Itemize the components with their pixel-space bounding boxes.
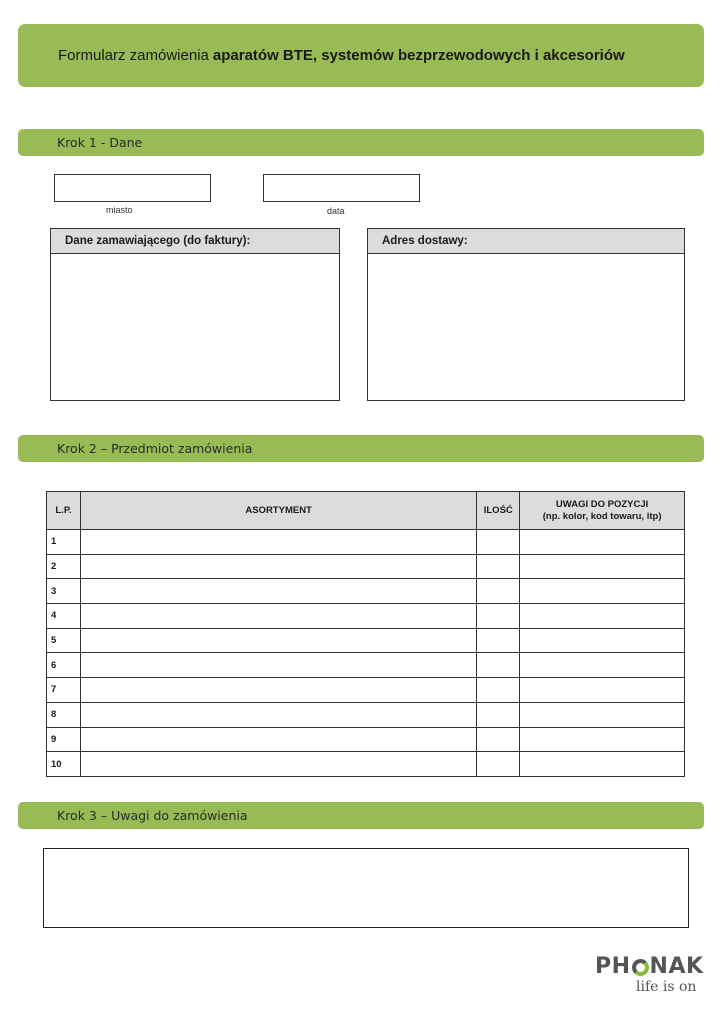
assortment-cell[interactable]	[80, 604, 476, 629]
table-header-row	[47, 492, 685, 530]
row-number: 4	[47, 604, 81, 629]
notes-cell[interactable]	[520, 678, 685, 703]
row-number: 9	[47, 727, 81, 752]
step2-header: Krok 2 – Przedmiot zamówienia	[18, 435, 704, 462]
assortment-cell[interactable]	[80, 727, 476, 752]
logo-text-right: NAK	[649, 954, 704, 979]
shipping-address-title: Adres dostawy:	[368, 229, 684, 254]
row-number: 10	[47, 752, 81, 777]
assortment-cell[interactable]	[80, 530, 476, 555]
table-row	[47, 752, 685, 777]
qty-cell[interactable]	[477, 653, 520, 678]
col-notes-line1: UWAGI DO POZYCJI	[555, 498, 649, 510]
notes-cell[interactable]	[520, 727, 685, 752]
logo-text-left: PH	[595, 954, 631, 979]
shipping-address-field[interactable]	[368, 254, 684, 401]
qty-cell[interactable]	[477, 702, 520, 727]
qty-cell[interactable]	[477, 530, 520, 555]
row-number: 2	[47, 554, 81, 579]
assortment-cell[interactable]	[80, 702, 476, 727]
notes-cell[interactable]	[520, 653, 685, 678]
logo-tagline: life is on	[636, 979, 697, 995]
notes-cell[interactable]	[520, 554, 685, 579]
form-title-normal: Formularz zamówienia	[58, 47, 209, 64]
order-notes-field[interactable]	[43, 848, 689, 928]
logo-wordmark	[595, 955, 705, 979]
table-row	[47, 628, 685, 653]
assortment-cell[interactable]	[80, 752, 476, 777]
table-row	[47, 727, 685, 752]
row-number: 1	[47, 530, 81, 555]
qty-cell[interactable]	[477, 727, 520, 752]
row-number: 6	[47, 653, 81, 678]
notes-cell[interactable]	[520, 752, 685, 777]
date-label: data	[327, 206, 345, 216]
table-row	[47, 653, 685, 678]
billing-address-field[interactable]	[51, 254, 339, 401]
city-label: miasto	[106, 205, 133, 215]
assortment-cell[interactable]	[80, 554, 476, 579]
table-row	[47, 554, 685, 579]
assortment-cell[interactable]	[80, 653, 476, 678]
row-number: 5	[47, 628, 81, 653]
qty-cell[interactable]	[477, 678, 520, 703]
qty-cell[interactable]	[477, 628, 520, 653]
table-row	[47, 530, 685, 555]
city-field[interactable]	[54, 174, 211, 202]
assortment-cell[interactable]	[80, 579, 476, 604]
step3-header: Krok 3 – Uwagi do zamówienia	[18, 802, 704, 829]
table-row	[47, 604, 685, 629]
notes-cell[interactable]	[520, 628, 685, 653]
row-number: 7	[47, 678, 81, 703]
form-title-bar	[18, 24, 704, 87]
row-number: 8	[47, 702, 81, 727]
assortment-cell[interactable]	[80, 678, 476, 703]
qty-cell[interactable]	[477, 604, 520, 629]
shipping-address-box	[367, 228, 685, 401]
step1-header: Krok 1 - Dane	[18, 129, 704, 156]
notes-cell[interactable]	[520, 604, 685, 629]
col-assortment: ASORTYMENT	[80, 492, 476, 530]
col-notes-line2: (np. kolor, kod towaru, itp)	[542, 510, 662, 522]
logo-o-ring-icon	[632, 959, 649, 976]
col-notes	[520, 492, 685, 530]
date-field[interactable]	[263, 174, 420, 202]
notes-cell[interactable]	[520, 579, 685, 604]
billing-address-title: Dane zamawiającego (do faktury):	[51, 229, 339, 254]
table-row	[47, 702, 685, 727]
table-row	[47, 579, 685, 604]
assortment-cell[interactable]	[80, 628, 476, 653]
notes-cell[interactable]	[520, 702, 685, 727]
row-number: 3	[47, 579, 81, 604]
phonak-logo	[595, 955, 705, 997]
col-lp: L.P.	[47, 492, 81, 530]
col-qty: ILOŚĆ	[477, 492, 520, 530]
notes-cell[interactable]	[520, 530, 685, 555]
table-row	[47, 678, 685, 703]
order-items-table	[46, 491, 685, 777]
form-title-bold: aparatów BTE, systemów bezprzewodowych i akcesoriów	[212, 47, 625, 64]
qty-cell[interactable]	[477, 554, 520, 579]
billing-address-box	[50, 228, 340, 401]
qty-cell[interactable]	[477, 752, 520, 777]
qty-cell[interactable]	[477, 579, 520, 604]
